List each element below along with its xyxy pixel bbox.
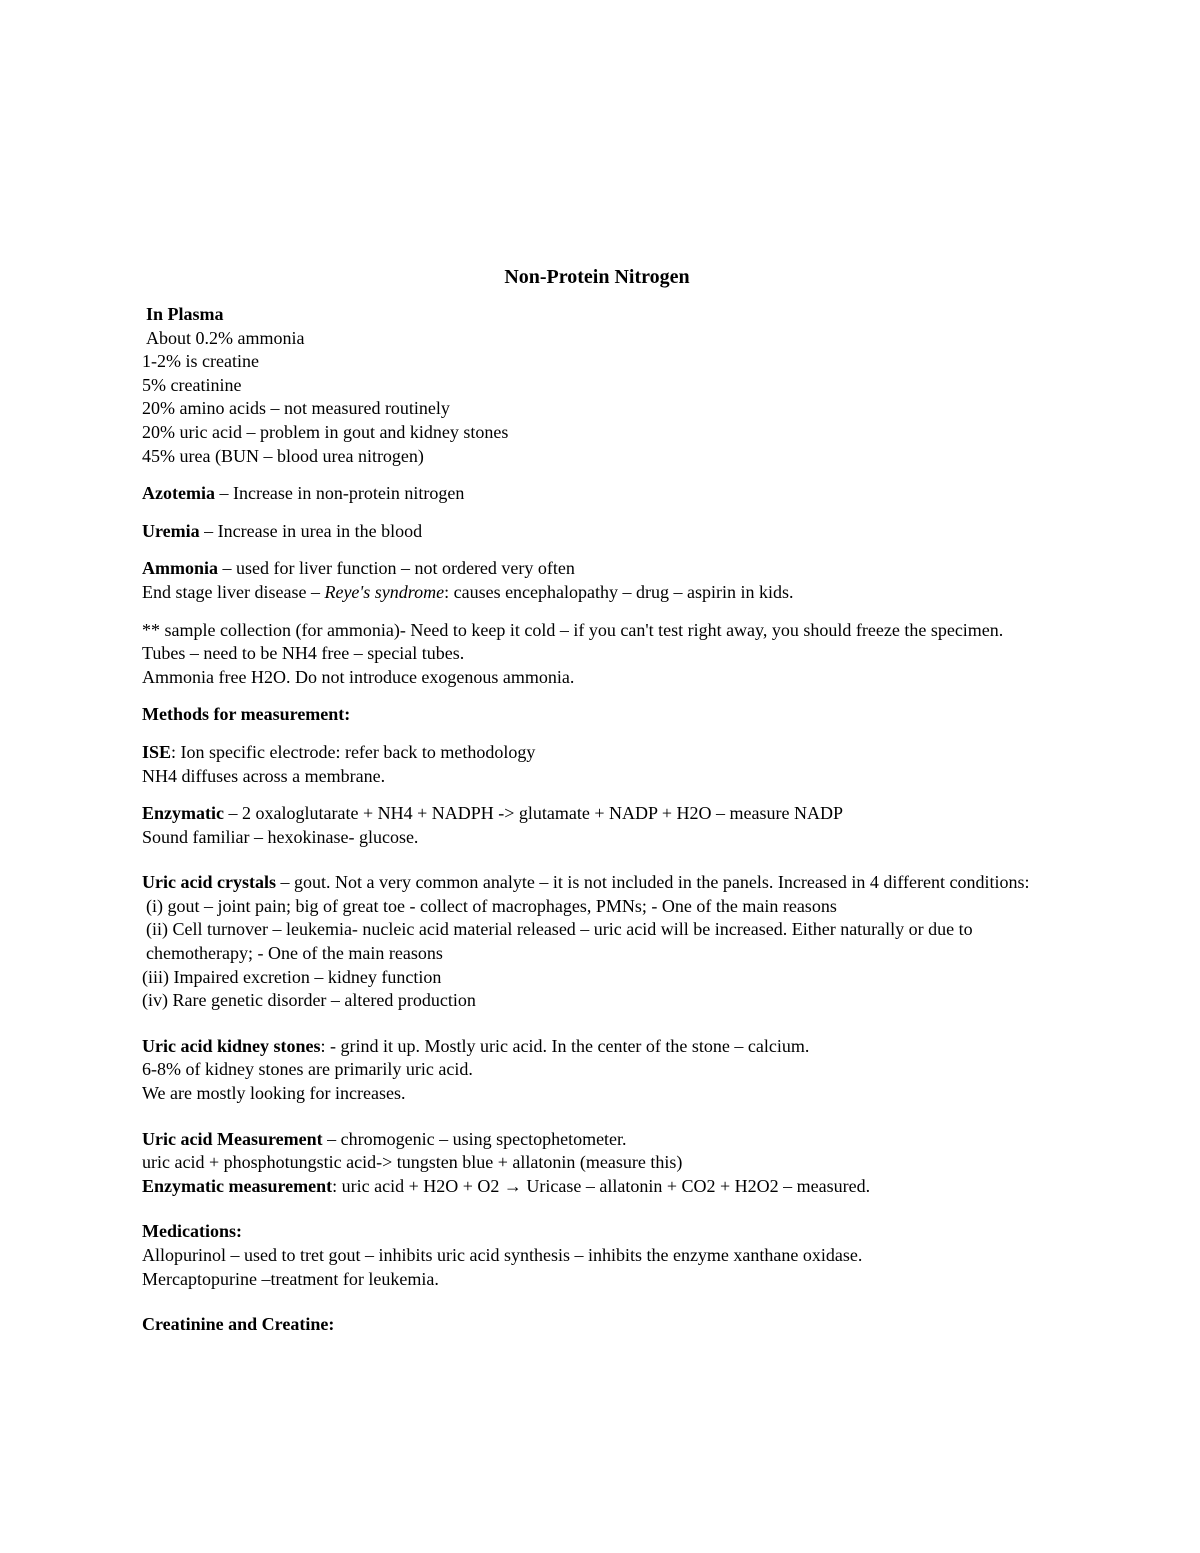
tubes-note: Tubes – need to be NH4 free – special tubes. — [142, 643, 465, 664]
term-uremia: Uremia — [142, 520, 200, 541]
azotemia-definition — [142, 482, 1052, 506]
term-uric-acid-crystals: Uric acid crystals — [142, 872, 276, 893]
kidney-stones-line-2: 6-8% of kidney stones are primarily uric acid. — [142, 1059, 473, 1080]
plasma-item: 20% amino acids – not measured routinely — [142, 398, 450, 419]
uric-acid-crystals-text: – gout. Not a very common analyte – it is not included in the panels. Increased in 4 different conditions: — [275, 872, 1030, 893]
term-enzymatic: Enzymatic — [142, 803, 224, 824]
term-uric-acid-kidney-stones: Uric acid kidney stones — [142, 1035, 321, 1056]
sample-collection-note: ** sample collection (for ammonia)- Need to keep it cold – if you can't test right away, you should freeze the specimen. — [142, 619, 1004, 640]
ammonia-line-2 — [142, 581, 1052, 605]
medication-item: Allopurinol – used to tret gout – inhibits uric acid synthesis – inhibits the enzyme xanthane oxidase. — [142, 1245, 863, 1265]
uric-acid-measurement-line-2: uric acid + phosphotungstic acid-> tungsten blue + allatonin (measure this) — [142, 1152, 683, 1173]
enzymatic-measurement-post: Uricase – allatonin + CO2 + H2O2 – measured. — [521, 1175, 871, 1196]
azotemia-text: – Increase in non-protein nitrogen — [214, 483, 465, 504]
uremia-definition — [142, 520, 1052, 544]
document-title: Non-Protein Nitrogen — [504, 266, 690, 288]
enzymatic-measurement-definition — [142, 1175, 1052, 1199]
document-body — [142, 263, 1052, 1337]
term-ammonia: Ammonia — [142, 558, 218, 579]
enzymatic-text: – 2 oxaloglutarate + NH4 + NADPH -> glutamate + NADP + H2O – measure NADP — [223, 803, 843, 824]
uric-acid-measurement-definition — [142, 1128, 1052, 1152]
section-heading-in-plasma: In Plasma — [146, 304, 224, 324]
ammonia-text: – used for liver function – not ordered very often — [218, 558, 575, 579]
term-azotemia: Azotemia — [142, 483, 215, 504]
uric-acid-measurement-text: – chromogenic – using spectophetometer. — [322, 1128, 627, 1149]
plasma-item: 45% urea (BUN – blood urea nitrogen) — [142, 445, 424, 466]
ammonia-definition — [142, 557, 1052, 581]
uric-acid-crystals-definition — [142, 871, 1052, 895]
condition-item: (i) gout – joint pain; big of great toe - collect of macrophages, PMNs; - One of the main reasons — [146, 895, 837, 916]
uremia-text: – Increase in urea in the blood — [199, 520, 423, 541]
enzymatic-line-2: Sound familiar – hexokinase- glucose. — [142, 826, 419, 847]
uric-acid-kidney-stones-text: : - grind it up. Mostly uric acid. In the center of the stone – calcium. — [320, 1035, 810, 1056]
section-heading-creatinine-creatine: Creatinine and Creatine: — [142, 1314, 335, 1335]
section-heading-medications: Medications: — [142, 1221, 242, 1242]
medication-item: Mercaptopurine –treatment for leukemia. — [142, 1268, 439, 1289]
ammonia-line-2-post: : causes encephalopathy – drug – aspirin in kids. — [444, 581, 794, 602]
ise-definition — [142, 741, 1052, 765]
ise-text: : Ion specific electrode: refer back to methodology — [171, 741, 536, 762]
term-ise: ISE — [142, 741, 172, 762]
term-enzymatic-measurement: Enzymatic measurement — [142, 1175, 333, 1196]
condition-item: (iii) Impaired excretion – kidney function — [142, 966, 442, 987]
plasma-item: 1-2% is creatine — [142, 351, 259, 372]
condition-item: (iv) Rare genetic disorder – altered production — [142, 990, 476, 1011]
condition-item: (ii) Cell turnover – leukemia- nucleic acid material released – uric acid will be increased. Either naturally or due to chemotherapy; - One of the main reasons — [146, 919, 973, 964]
arrow-right-icon: → — [503, 1175, 522, 1196]
plasma-item: 5% creatinine — [142, 374, 242, 395]
reyes-syndrome-text: Reye's syndrome — [324, 581, 445, 602]
plasma-item: 20% uric acid – problem in gout and kidney stones — [142, 421, 509, 442]
uric-acid-kidney-stones-definition — [142, 1035, 1052, 1059]
enzymatic-definition — [142, 802, 1052, 826]
water-note: Ammonia free H2O. Do not introduce exogenous ammonia. — [142, 666, 575, 687]
plasma-item: About 0.2% ammonia — [146, 327, 305, 348]
ise-line-2: NH4 diffuses across a membrane. — [142, 765, 386, 786]
ammonia-line-2-pre: End stage liver disease – — [142, 581, 325, 602]
term-uric-acid-measurement: Uric acid Measurement — [142, 1128, 323, 1149]
kidney-stones-line-3: We are mostly looking for increases. — [142, 1083, 406, 1104]
section-heading-methods: Methods for measurement: — [142, 704, 351, 725]
enzymatic-measurement-pre: : uric acid + H2O + O2 — [332, 1175, 504, 1196]
